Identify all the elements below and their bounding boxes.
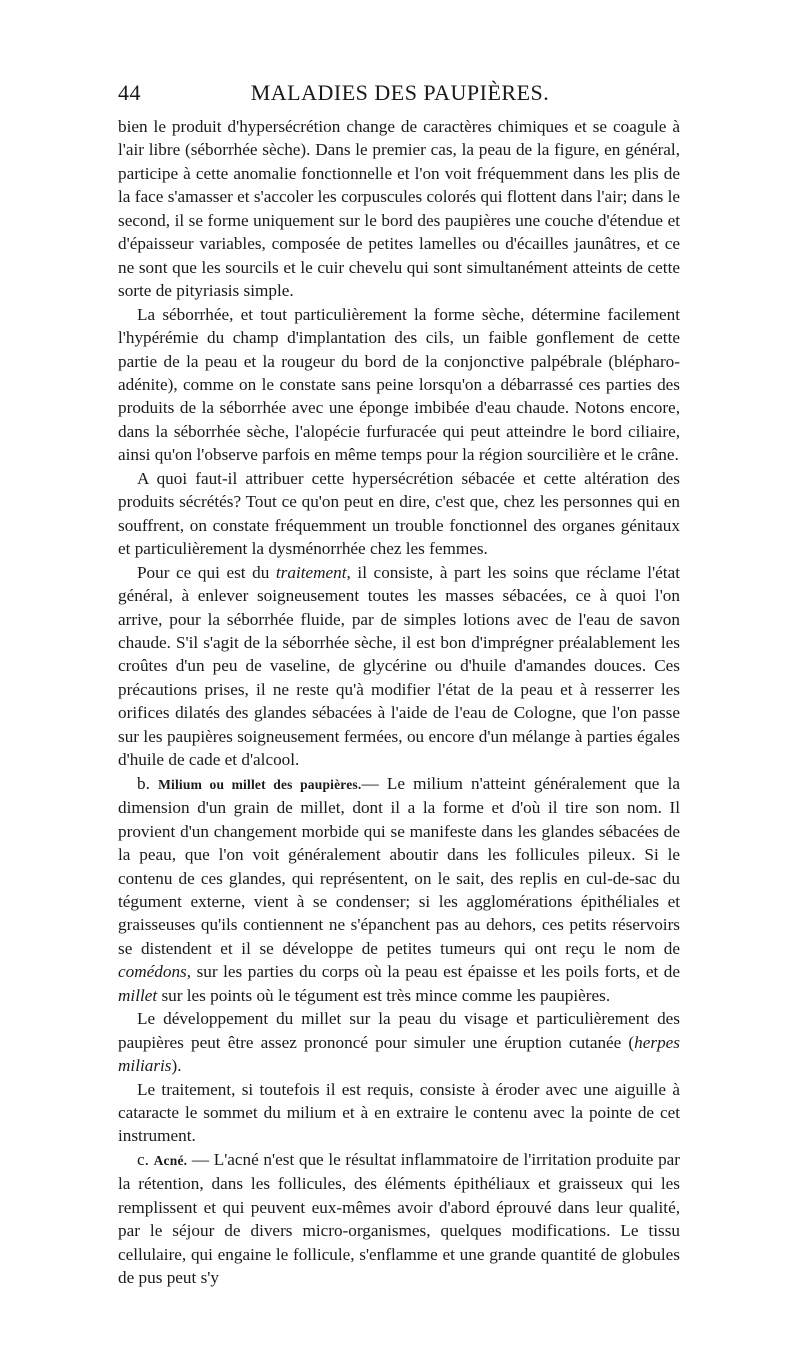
emphasis-millet: millet xyxy=(118,985,158,1005)
paragraph-seborrhee-seche: La séborrhée, et tout particulièrement la forme sèche, détermine facilement l'hypérémie du champ d'implantation des cils, un faible gonflement de cette partie de la peau et la rougeur du bord de la conjonctive palpébrale (blépharo-adénite), comme on le constate sans peine lorsqu'on a débarrassé ces parties des produits de la séborrhée avec une éponge imbibée d'eau chaude. Notons encore, dans la séborrhée sèche, l'alopécie furfuracée qui peut atteindre le bord ciliaire, ainsi qu'on l'observe parfois en même temps pour la région sourcilière et le crâne. xyxy=(118,304,680,465)
page-header xyxy=(0,80,800,110)
paragraph-seborrhee-continuation: bien le produit d'hypersécrétion change de caractères chimiques et se coagule à l'air libre (séborrhée sèche). Dans le premier cas, la peau de la figure, en général, participe à cette anomalie fonctionnelle et l'on voit fréquemment dans les plis de la face s'amasser et s'accoler les corpuscules colorés qui flottent dans l'air; dans le second, il se forme uniquement sur le bord des paupières une couche d'étendue et d'épaisseur variables, composée de petites lamelles ou d'écailles jaunâtres, et ce ne sont que les sourcils et le cuir chevelu qui sont simultanément atteints de cette sorte de pityriasis simple. xyxy=(118,117,680,301)
paragraph-traitement: Pour ce qui est du traitement, il consiste, à part les soins que réclame l'état général, à enlever soigneusement toutes les masses sébacées, ce à quoi l'on arrive, pour la séborrhée fluide, par de simples lotions avec de l'eau de savon chaude. S'il s'agit de la séborrhée sèche, il est bon d'imprégner préalablement les croûtes d'un peu de vaseline, de glycérine ou d'huile d'amandes douces. Ces précautions prises, il ne reste qu'à modifier l'état de la peau et à resserrer les orifices dilatés des glandes sébacées à l'aide de l'eau de Cologne, que l'on passe sur les paupières soigneusement fermées, ou encore d'un mélange à parties égales d'huile de cade et d'alcool. xyxy=(118,562,680,770)
paragraph-hypersecretion: A quoi faut-il attribuer cette hypersécrétion sébacée et cette altération des produits sécrétés? Tout ce qu'on peut en dire, c'est que, chez les personnes qui en souffrent, on constate fréquemment un trouble fonctionnel des organes génitaux et particulièrement la dysménorrhée chez les femmes. xyxy=(118,468,680,559)
section-letter: b. xyxy=(137,773,150,793)
section-letter: c. xyxy=(137,1149,149,1169)
emphasis-traitement: traitement xyxy=(275,562,347,582)
paragraph-acne: c. Acné. — L'acné n'est que le résultat inflammatoire de l'irritation produite par la rétention, dans les follicules, des éléments épithéliaux et graisseux qui les remplissent et qui peuvent eux-mêmes avoir d'abord éprouvé dans leur qualité, par le séjour de divers micro-organismes, quelques modifications. Le tissu cellulaire, qui engaine le follicule, s'enflamme et une grande quantité de globules de pus peut s'y xyxy=(118,1149,681,1288)
section-heading-acne: Acné. xyxy=(153,1152,188,1168)
paragraph-traitement-milium: Le traitement, si toutefois il est requis, consiste à éroder avec une aiguille à cataracte le sommet du milium et à en extraire le contenu avec la pointe de cet instrument. xyxy=(118,1079,680,1146)
emphasis-comedons: comédons xyxy=(118,962,187,982)
running-title: MALADIES DES PAUPIÈRES. xyxy=(250,80,550,105)
emphasis-herpes-miliaris: herpes miliaris xyxy=(118,1032,680,1076)
page-number: 44 xyxy=(118,80,141,105)
paragraph-milium: b. Milium ou millet des paupières.— Le milium n'atteint généralement que la dimension d'un grain de millet, dont il a la forme et d'où il tire son nom. Il provient d'un changement morbide qui se manifeste dans les glandes sébacées de la peau, que l'on voit généralement aboutir dans les follicules pileux. Si le contenu de ces glandes, qui représentent, on le sait, des replis en cul-de-sac du tégument externe, vient à se condenser; si les agglomérations épithéliales et graisseuses qu'ils contiennent ne s'épanchent pas au dehors, ces petits réservoirs se distendent et il se développe de petites tumeurs qui ont reçu le nom de comédons, sur les parties du corps où la peau est épaisse et les poils forts, et de millet sur les points où le tégument est très mince comme les paupières. xyxy=(118,773,680,1005)
body-text xyxy=(118,115,680,1290)
paragraph-developpement-millet: Le développement du millet sur la peau du visage et particulièrement des paupières peut être assez prononcé pour simuler une éruption cutanée (herpes miliaris). xyxy=(118,1009,680,1076)
section-heading-milium: Milium ou millet des paupières. xyxy=(158,776,362,792)
